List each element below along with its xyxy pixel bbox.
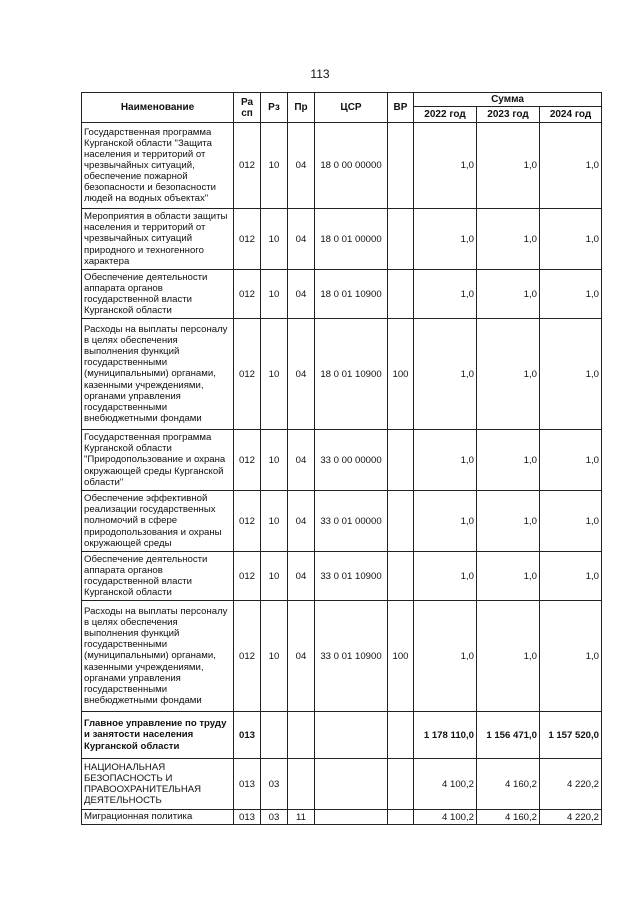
row-sum-2022: 1,0 — [414, 319, 477, 430]
row-rasp: 012 — [234, 491, 261, 552]
row-sum-2024: 1,0 — [540, 430, 602, 491]
row-sum-2023: 1,0 — [477, 601, 540, 712]
row-sum-2024: 1,0 — [540, 270, 602, 319]
row-vr — [388, 491, 414, 552]
table-row — [82, 430, 602, 491]
row-csr: 18 0 01 10900 — [315, 319, 388, 430]
row-sum-2024: 1,0 — [540, 319, 602, 430]
budget-table — [81, 92, 602, 825]
row-vr — [388, 810, 414, 825]
row-sum-2022: 1,0 — [414, 491, 477, 552]
row-csr: 18 0 00 00000 — [315, 123, 388, 209]
row-csr: 33 0 00 00000 — [315, 430, 388, 491]
row-sum-2022: 1,0 — [414, 209, 477, 270]
row-pr: 04 — [288, 270, 315, 319]
row-sum-2024: 1,0 — [540, 601, 602, 712]
header-name: Наименование — [82, 93, 234, 123]
table-row — [82, 270, 602, 319]
row-pr — [288, 759, 315, 810]
row-rz: 03 — [261, 759, 288, 810]
table-row — [82, 123, 602, 209]
row-rz: 10 — [261, 209, 288, 270]
row-rasp: 013 — [234, 759, 261, 810]
row-vr — [388, 712, 414, 759]
header-pr: Пр — [288, 93, 315, 123]
row-sum-2022: 4 100,2 — [414, 810, 477, 825]
row-sum-2022: 1,0 — [414, 430, 477, 491]
row-csr: 18 0 01 00000 — [315, 209, 388, 270]
row-sum-2023: 1,0 — [477, 430, 540, 491]
row-sum-2023: 1,0 — [477, 552, 540, 601]
table-row — [82, 491, 602, 552]
row-vr — [388, 759, 414, 810]
row-rasp: 012 — [234, 430, 261, 491]
row-rz: 10 — [261, 319, 288, 430]
row-name: Обеспечение эффективной реализации государственных полномочий в сфере природопользования и охраны окружающей среды — [82, 491, 234, 552]
row-vr — [388, 209, 414, 270]
row-pr: 04 — [288, 430, 315, 491]
page-number: 113 — [310, 67, 330, 81]
table-row — [82, 552, 602, 601]
row-sum-2022: 4 100,2 — [414, 759, 477, 810]
row-name: НАЦИОНАЛЬНАЯ БЕЗОПАСНОСТЬ И ПРАВООХРАНИТЕЛЬНАЯ ДЕЯТЕЛЬНОСТЬ — [82, 759, 234, 810]
row-rasp: 012 — [234, 601, 261, 712]
table-row — [82, 601, 602, 712]
row-sum-2022: 1,0 — [414, 123, 477, 209]
row-sum-2024: 1,0 — [540, 123, 602, 209]
table-body — [82, 123, 602, 825]
row-csr: 18 0 01 10900 — [315, 270, 388, 319]
row-pr: 04 — [288, 123, 315, 209]
row-rasp: 012 — [234, 209, 261, 270]
row-sum-2024: 4 220,2 — [540, 810, 602, 825]
row-sum-2024: 1,0 — [540, 552, 602, 601]
row-vr: 100 — [388, 319, 414, 430]
row-pr: 04 — [288, 319, 315, 430]
header-year-2023: 2023 год — [477, 107, 540, 123]
row-rz: 10 — [261, 552, 288, 601]
row-rasp: 012 — [234, 319, 261, 430]
row-sum-2022: 1,0 — [414, 270, 477, 319]
table-row — [82, 209, 602, 270]
row-name: Мероприятия в области защиты населения и территорий от чрезвычайных ситуаций природного и техногенного характера — [82, 209, 234, 270]
row-vr: 100 — [388, 601, 414, 712]
row-rz: 10 — [261, 123, 288, 209]
row-rasp: 013 — [234, 810, 261, 825]
row-rz: 10 — [261, 270, 288, 319]
row-pr: 04 — [288, 491, 315, 552]
row-sum-2022: 1,0 — [414, 552, 477, 601]
table-row — [82, 759, 602, 810]
row-vr — [388, 270, 414, 319]
header-sum: Сумма — [414, 93, 602, 107]
header-vr: ВР — [388, 93, 414, 123]
row-rz — [261, 712, 288, 759]
row-vr — [388, 430, 414, 491]
row-name: Обеспечение деятельности аппарата органов государственной власти Курганской области — [82, 270, 234, 319]
row-sum-2023: 1,0 — [477, 491, 540, 552]
row-csr — [315, 759, 388, 810]
row-name: Государственная программа Курганской области "Природопользование и охрана окружающей среды Курганской области" — [82, 430, 234, 491]
row-csr: 33 0 01 10900 — [315, 601, 388, 712]
row-name: Расходы на выплаты персоналу в целях обеспечения выполнения функций государственными (муниципальными) органами, казенными учреждениями, органами управления государственными внебюджетными фондами — [82, 601, 234, 712]
row-csr: 33 0 01 10900 — [315, 552, 388, 601]
row-sum-2023: 1 156 471,0 — [477, 712, 540, 759]
header-rz: Рз — [261, 93, 288, 123]
row-sum-2023: 1,0 — [477, 123, 540, 209]
row-sum-2023: 4 160,2 — [477, 759, 540, 810]
row-pr — [288, 712, 315, 759]
row-sum-2024: 4 220,2 — [540, 759, 602, 810]
row-sum-2022: 1 178 110,0 — [414, 712, 477, 759]
row-pr: 04 — [288, 601, 315, 712]
row-sum-2024: 1 157 520,0 — [540, 712, 602, 759]
row-name: Миграционная политика — [82, 810, 234, 825]
row-rz: 10 — [261, 491, 288, 552]
row-csr — [315, 712, 388, 759]
row-rz: 03 — [261, 810, 288, 825]
row-rasp: 012 — [234, 123, 261, 209]
row-rasp: 012 — [234, 552, 261, 601]
row-sum-2023: 1,0 — [477, 319, 540, 430]
row-name: Главное управление по труду и занятости населения Курганской области — [82, 712, 234, 759]
row-sum-2023: 4 160,2 — [477, 810, 540, 825]
row-rz: 10 — [261, 430, 288, 491]
row-sum-2023: 1,0 — [477, 209, 540, 270]
row-sum-2024: 1,0 — [540, 209, 602, 270]
row-vr — [388, 552, 414, 601]
row-name: Государственная программа Курганской области "Защита населения и территорий от чрезвычайных ситуаций, обеспечение пожарной безопасности и безопасности людей на водных объектах" — [82, 123, 234, 209]
table-row — [82, 319, 602, 430]
row-sum-2023: 1,0 — [477, 270, 540, 319]
row-rz: 10 — [261, 601, 288, 712]
header-csr: ЦСР — [315, 93, 388, 123]
header-year-2024: 2024 год — [540, 107, 602, 123]
row-vr — [388, 123, 414, 209]
table-row — [82, 810, 602, 825]
row-name: Обеспечение деятельности аппарата органов государственной власти Курганской области — [82, 552, 234, 601]
header-rasp: Ра сп — [234, 93, 261, 123]
header-year-2022: 2022 год — [414, 107, 477, 123]
row-csr — [315, 810, 388, 825]
row-sum-2024: 1,0 — [540, 491, 602, 552]
row-rasp: 012 — [234, 270, 261, 319]
table-row — [82, 712, 602, 759]
row-pr: 11 — [288, 810, 315, 825]
row-csr: 33 0 01 00000 — [315, 491, 388, 552]
row-pr: 04 — [288, 209, 315, 270]
row-name: Расходы на выплаты персоналу в целях обеспечения выполнения функций государственными (муниципальными) органами, казенными учреждениями, органами управления государственными внебюджетными фондами — [82, 319, 234, 430]
row-pr: 04 — [288, 552, 315, 601]
row-sum-2022: 1,0 — [414, 601, 477, 712]
row-rasp: 013 — [234, 712, 261, 759]
